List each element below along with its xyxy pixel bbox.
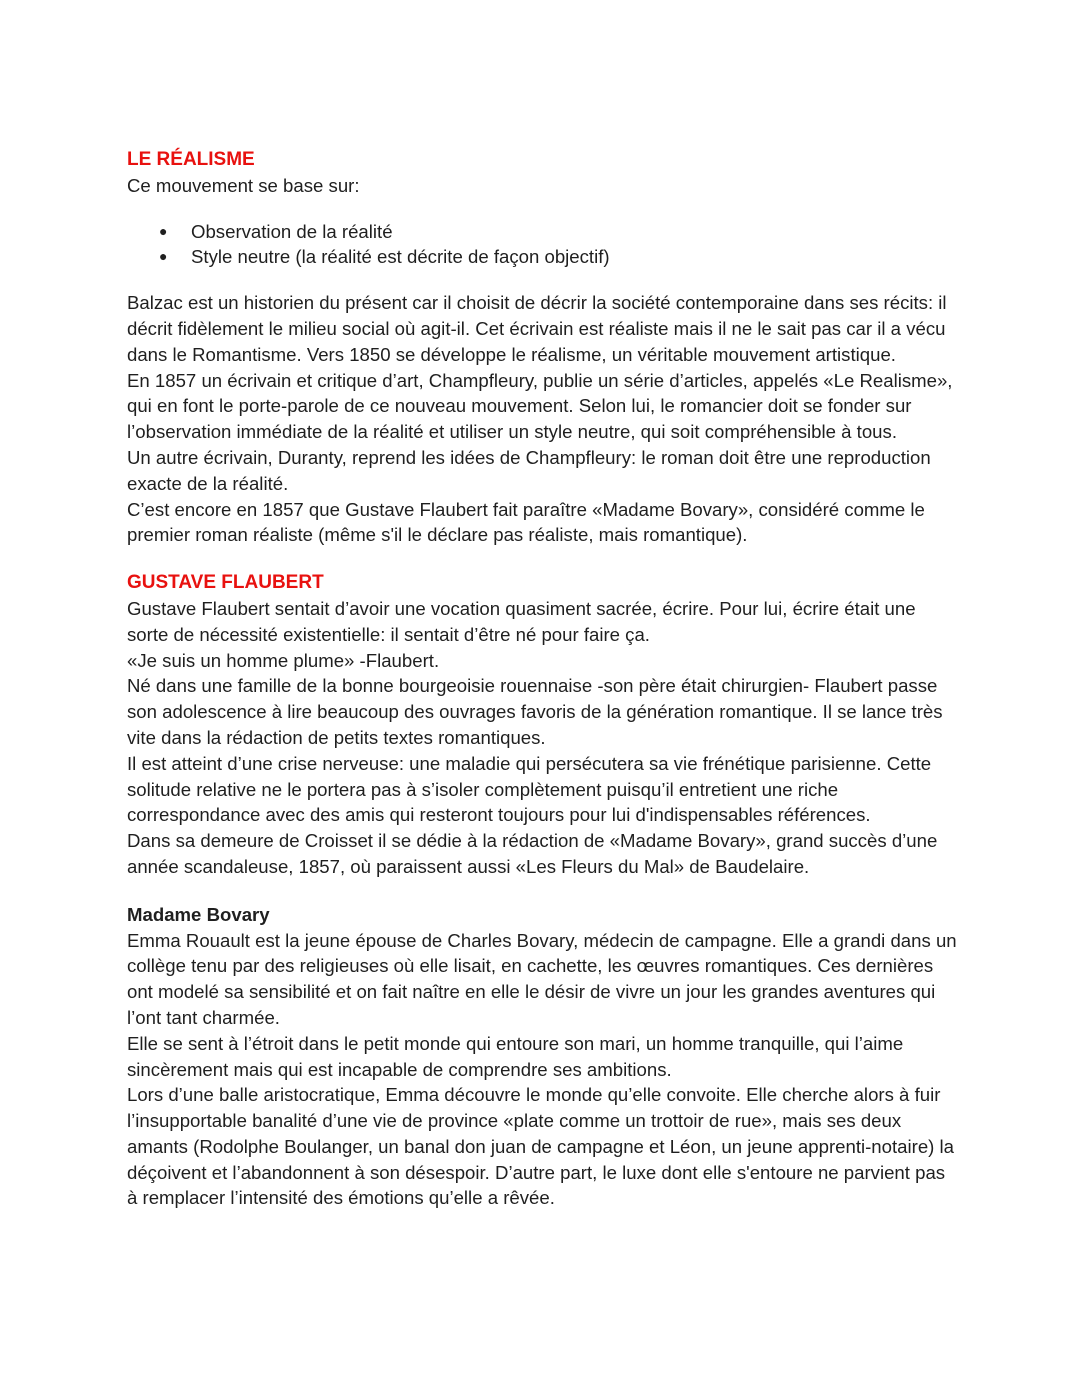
document-page — [127, 147, 957, 1211]
flaubert-paragraph: «Je suis un homme plume» -Flaubert. — [127, 649, 440, 671]
list-item — [127, 219, 957, 245]
bullet-icon: ● — [159, 248, 168, 265]
section-title-flaubert: GUSTAVE FLAUBERT — [127, 572, 324, 594]
list-item — [127, 244, 957, 270]
realisme-paragraph: Balzac est un historien du présent car il choisit de décrir la société contemporaine dans ses récits: il décrit fidèlement le milieu social où agit-il. Cet écrivain est réaliste mais il ne le sait pas car il a vécu dans le Romantisme. Vers 1850 se développe le réalisme, un véritable mouvement artistique. — [127, 292, 947, 365]
bullet-icon: ● — [159, 222, 168, 239]
bovary-paragraph: Elle se sent à l’étroit dans le petit monde qui entoure son mari, un homme tranquille, qui l’aime sincèrement mais qui est incapable de comprendre ses ambitions. — [127, 1032, 904, 1080]
flaubert-paragraph: Gustave Flaubert sentait d’avoir une vocation quasiment sacrée, écrire. Pour lui, écrire était une sorte de nécessité existentielle: il sentait d’être né pour faire ça. — [127, 597, 916, 645]
realisme-paragraph: Un autre écrivain, Duranty, reprend les idées de Champfleury: le roman doit être une reproduction exacte de la réalité. — [127, 446, 931, 494]
flaubert-paragraph: Il est atteint d’une crise nerveuse: une maladie qui persécutera sa vie frénétique parisienne. Cette solitude relative ne le portera pas à s’isoler complètement puisqu’il entretient une riche correspondance avec des amis qui resteront toujours pour lui d'indispensables références. — [127, 752, 932, 826]
bovary-paragraph: Lors d’une balle aristocratique, Emma découvre le monde qu’elle convoite. Elle cherche alors à fuir l’insupportable banalité d’une vie de province «plate comme un trottoir de rue», mais ses deux amants (Rodolphe Boulanger, un banal don juan de campagne et Léon, un jeune apprenti-notaire) la déçoivent et l’abandonnent à son désespoir. D’autre part, le luxe dont elle s'entoure ne parvient pas à remplacer l’intensité des émotions qu’elle a rêvée. — [127, 1084, 954, 1209]
flaubert-paragraph: Dans sa demeure de Croisset il se dédie à la rédaction de «Madame Bovary», grand succès d’une année scandaleuse, 1857, où paraissent aussi «Les Fleurs du Mal» de Baudelaire. — [127, 830, 938, 877]
flaubert-paragraph: Né dans une famille de la bonne bourgeoisie rouennaise -son père était chirurgien- Flaubert passe son adolescence à lire beaucoup des ouvrages favoris de la génération romantique. Il se lance très vite dans la rédaction de petits textes romantiques. — [127, 675, 943, 748]
section-title-realisme: LE RÉALISME — [127, 149, 255, 170]
realisme-paragraph: En 1857 un écrivain et critique d’art, Champfleury, publie un série d’articles, appelés «Le Realisme», qui en font le porte-parole de ce nouveau mouvement. Selon lui, le romancier doit se fonder sur l’observation immédiate de la réalité et utiliser un style neutre, qui soit compréhensible à tous. — [127, 369, 953, 443]
bovary-paragraph: Emma Rouault est la jeune épouse de Charles Bovary, médecin de campagne. Elle a grandi dans un collège tenu par des religieuses où elle lisait, en cachette, les œuvres romantiques. Ces dernières ont modelé sa sensibilité et on fait naître en elle le désir de vivre un jour les grandes aventures qui l’ont tant charmée. — [127, 929, 957, 1028]
section-title-bovary: Madame Bovary — [127, 903, 270, 925]
realisme-paragraph: C’est encore en 1857 que Gustave Flaubert fait paraître «Madame Bovary», considéré comme le premier roman réaliste (même s'il le déclare pas réaliste, mais romantique). — [127, 498, 925, 546]
realisme-bullet-list — [127, 219, 957, 271]
bullet-text: Observation de la réalité — [191, 220, 393, 242]
bullet-text: Style neutre (la réalité est décrite de façon objectif) — [191, 246, 610, 268]
realisme-intro: Ce mouvement se base sur: — [127, 174, 360, 196]
